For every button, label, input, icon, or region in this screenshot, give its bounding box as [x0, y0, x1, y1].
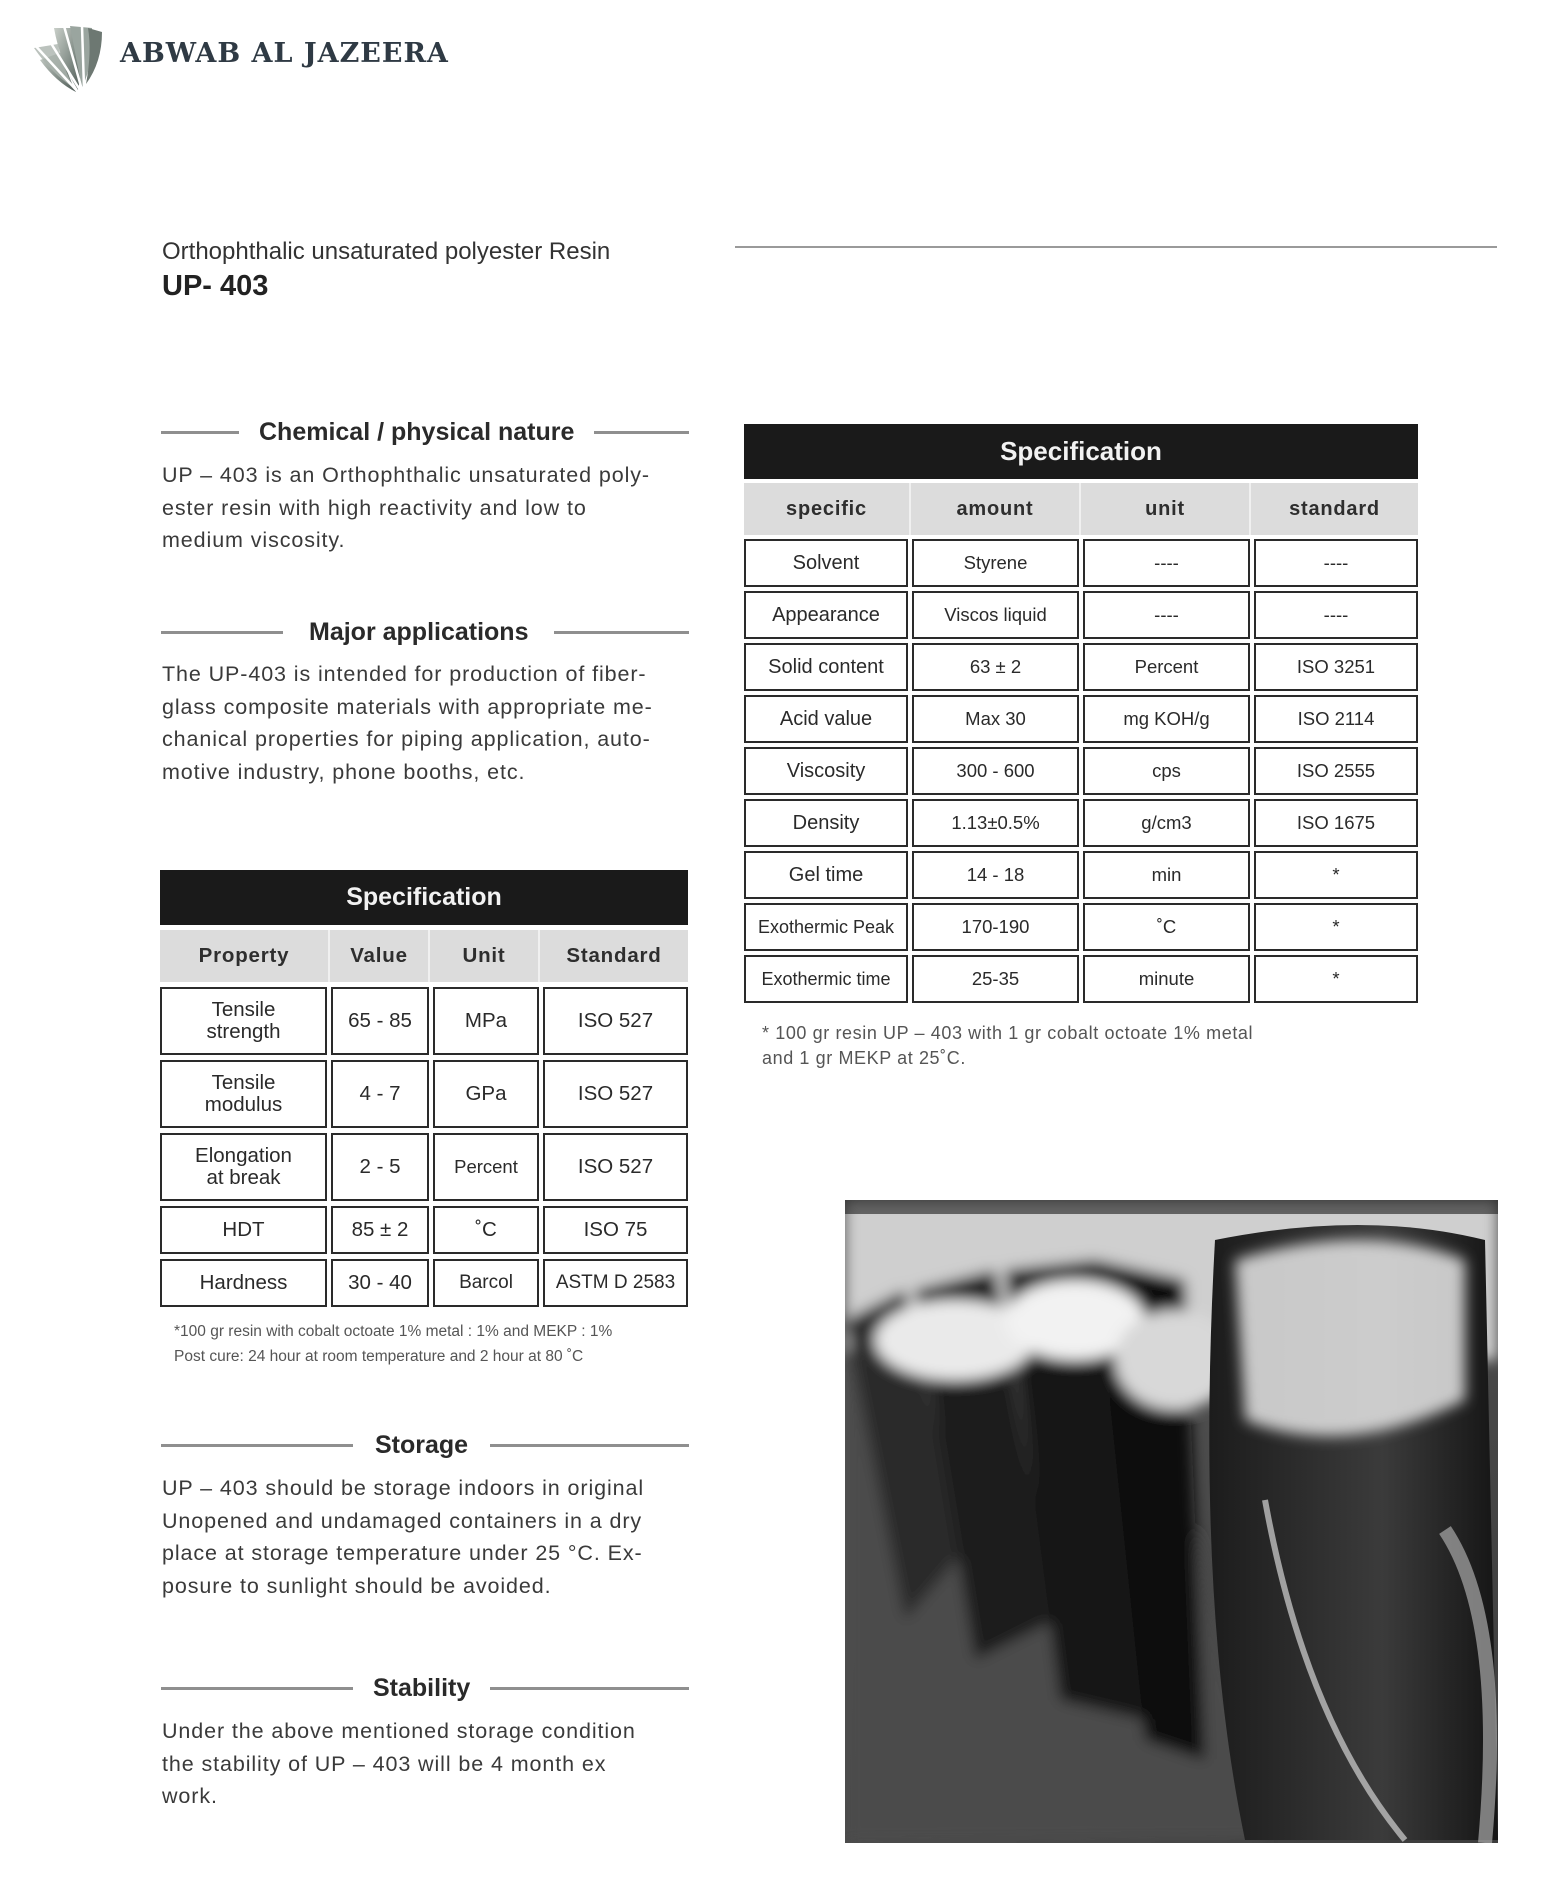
footnote-line: Post cure: 24 hour at room temperature and 2 hour at 80 ˚C [174, 1348, 584, 1365]
column-header: standard [1289, 497, 1380, 520]
table-cell: Acid value [744, 695, 908, 743]
section-heading-applications [161, 617, 689, 647]
table-cell: ISO 527 [543, 1133, 688, 1201]
table-cell: ---- [1083, 591, 1250, 639]
table-cell: ˚C [433, 1206, 539, 1254]
table-footnote [160, 1319, 688, 1369]
paragraph-line: posure to sunlight should be avoided. [162, 1573, 552, 1598]
table-cell: Hardness [160, 1259, 327, 1307]
product-subtitle: Orthophthalic unsaturated polyester Resin [162, 238, 611, 265]
table-row [744, 539, 1418, 587]
table-row [744, 591, 1418, 639]
heading-rule-right [554, 631, 689, 634]
column-header: unit [1081, 483, 1251, 535]
footnote-line: * 100 gr resin UP – 403 with 1 gr cobalt octoate 1% metal [762, 1023, 1254, 1043]
heading-rule-left [161, 1687, 353, 1690]
section-heading-storage [161, 1430, 689, 1460]
column-header: Unit [430, 930, 540, 982]
table-cell: ISO 75 [543, 1206, 688, 1254]
column-header: Value [330, 930, 430, 982]
table-body [744, 539, 1418, 1003]
paragraph-line: UP – 403 should be storage indoors in original [162, 1476, 645, 1500]
table-cell: ISO 2114 [1254, 695, 1418, 743]
table-cell: ISO 527 [543, 1060, 688, 1128]
table-title: Specification [744, 424, 1418, 479]
table-row [160, 1206, 688, 1254]
table-cell: MPa [433, 987, 539, 1055]
table-cell: ---- [1083, 539, 1250, 587]
section-heading-text: Chemical / physical nature [259, 417, 575, 446]
table-cell: Gel time [744, 851, 908, 899]
table-cell: 85 ± 2 [331, 1206, 429, 1254]
heading-rule-right [490, 1687, 689, 1690]
table-row [744, 799, 1418, 847]
table-row [744, 695, 1418, 743]
table-cell: ASTM D 2583 [543, 1259, 688, 1307]
table-row [160, 1259, 688, 1307]
column-header: specific [744, 483, 911, 535]
mechanical-spec-table [160, 870, 688, 1369]
table-header-row [744, 483, 1418, 535]
table-cell: Appearance [744, 591, 908, 639]
table-row [160, 1133, 688, 1201]
table-cell: Max 30 [912, 695, 1079, 743]
table-cell: Solid content [744, 643, 908, 691]
table-cell: g/cm3 [1083, 799, 1250, 847]
table-cell: minute [1083, 955, 1250, 1003]
table-cell: 65 - 85 [331, 987, 429, 1055]
table-row [744, 903, 1418, 951]
heading-rule-right [594, 431, 689, 434]
table-cell: ISO 527 [543, 987, 688, 1055]
table-cell: GPa [433, 1060, 539, 1128]
table-cell: Viscos liquid [912, 591, 1079, 639]
storage-paragraph [162, 1472, 692, 1602]
table-cell: 1.13±0.5% [912, 799, 1079, 847]
paragraph-line: glass composite materials with appropriate me- [162, 694, 653, 719]
table-footnote [744, 1021, 1418, 1071]
paragraph-line: medium viscosity. [162, 528, 346, 552]
brand-logo-icon [26, 22, 104, 94]
table-cell: 300 - 600 [912, 747, 1079, 795]
paragraph-line: motive industry, phone booths, etc. [162, 759, 526, 784]
product-title: UP- 403 [162, 270, 269, 302]
table-cell: Percent [1083, 643, 1250, 691]
footnote-line: and 1 gr MEKP at 25˚C. [762, 1048, 966, 1068]
table-row [744, 747, 1418, 795]
table-row [744, 955, 1418, 1003]
table-cell: ISO 1675 [1254, 799, 1418, 847]
table-cell: Exothermic Peak [744, 903, 908, 951]
table-cell: Barcol [433, 1259, 539, 1307]
table-cell: Viscosity [744, 747, 908, 795]
table-cell: min [1083, 851, 1250, 899]
cars-row-photo [845, 1200, 1498, 1843]
table-cell: * [1254, 955, 1418, 1003]
heading-rule-left [161, 431, 239, 434]
table-cell: Tensile strength [160, 987, 327, 1055]
paragraph-line: UP – 403 is an Orthophthalic unsaturated poly- [162, 463, 650, 487]
table-cell: Solvent [744, 539, 908, 587]
column-header: amount [911, 483, 1081, 535]
column-header: Property [160, 930, 330, 982]
table-title: Specification [160, 870, 688, 925]
table-cell: Density [744, 799, 908, 847]
table-cell: ISO 2555 [1254, 747, 1418, 795]
table-row [744, 851, 1418, 899]
liquid-spec-table [744, 424, 1418, 1071]
table-cell: ISO 3251 [1254, 643, 1418, 691]
table-header-row [160, 930, 688, 982]
table-cell: 170-190 [912, 903, 1079, 951]
section-heading-text: Stability [373, 1673, 471, 1702]
table-cell: HDT [160, 1206, 327, 1254]
paragraph-line: Unopened and undamaged containers in a dry [162, 1508, 643, 1533]
section-heading-text: Major applications [309, 617, 529, 646]
table-cell: 30 - 40 [331, 1259, 429, 1307]
table-cell: 25-35 [912, 955, 1079, 1003]
table-cell: Exothermic time [744, 955, 908, 1003]
paragraph-line: The UP-403 is intended for production of fiber- [162, 662, 647, 686]
table-cell: Percent [433, 1133, 539, 1201]
heading-rule-left [161, 631, 283, 634]
column-header: Standard [566, 944, 662, 967]
brand-name: ABWAB AL JAZEERA [120, 38, 449, 69]
section-heading-stability [161, 1673, 689, 1703]
heading-rule-right [490, 1444, 689, 1447]
table-cell: 63 ± 2 [912, 643, 1079, 691]
header-divider [735, 246, 1497, 248]
table-cell: mg KOH/g [1083, 695, 1250, 743]
chemical-paragraph [162, 459, 692, 557]
table-row [160, 1060, 688, 1128]
paragraph-line: the stability of UP – 403 will be 4 month ex [162, 1751, 607, 1776]
paragraph-line: Under the above mentioned storage condition [162, 1719, 636, 1743]
table-cell: ˚C [1083, 903, 1250, 951]
heading-rule-left [161, 1444, 353, 1447]
table-cell: Styrene [912, 539, 1079, 587]
paragraph-line: ester resin with high reactivity and low to [162, 495, 587, 520]
footnote-line: *100 gr resin with cobalt octoate 1% metal : 1% and MEKP : 1% [174, 1323, 613, 1340]
table-cell: ---- [1254, 539, 1418, 587]
table-cell: ---- [1254, 591, 1418, 639]
table-cell: 14 - 18 [912, 851, 1079, 899]
applications-paragraph [162, 658, 692, 788]
stability-paragraph [162, 1715, 692, 1813]
table-cell: 2 - 5 [331, 1133, 429, 1201]
table-cell: * [1254, 851, 1418, 899]
table-cell: Tensile modulus [160, 1060, 327, 1128]
table-cell: 4 - 7 [331, 1060, 429, 1128]
section-heading-chemical [161, 417, 689, 447]
table-cell: * [1254, 903, 1418, 951]
paragraph-line: work. [162, 1784, 218, 1808]
table-row [160, 987, 688, 1055]
paragraph-line: place at storage temperature under 25 °C. Ex- [162, 1541, 643, 1565]
table-cell: Elongation at break [160, 1133, 327, 1201]
table-row [744, 643, 1418, 691]
paragraph-line: chanical properties for piping application, auto- [162, 727, 651, 751]
table-cell: cps [1083, 747, 1250, 795]
section-heading-text: Storage [375, 1430, 469, 1459]
